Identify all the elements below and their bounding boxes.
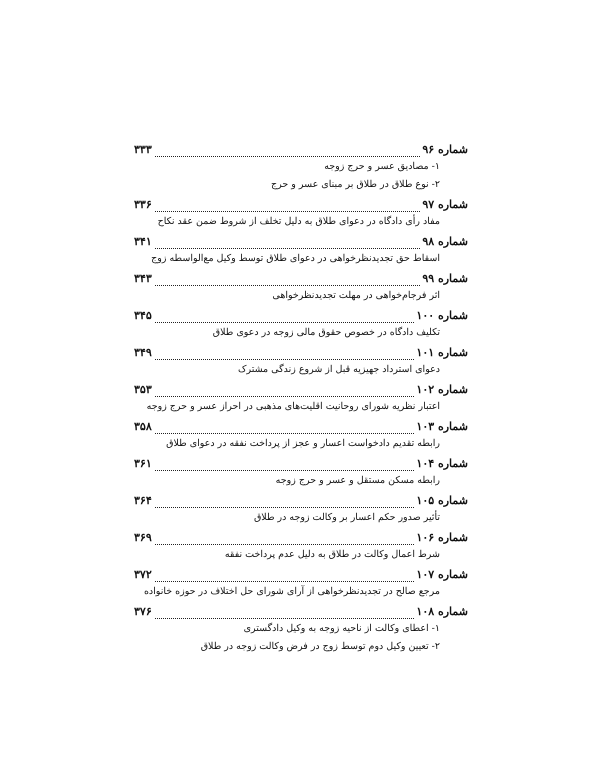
entry-subtopic: ۲- تعیین وکیل دوم توسط زوج در فرض وکالت زوجه در طلاق bbox=[200, 640, 440, 652]
toc-entry bbox=[134, 230, 468, 267]
toc-entry-heading bbox=[134, 267, 468, 286]
page-number: ۳۳۳ bbox=[134, 143, 152, 156]
entry-title: شماره ۱۰۰ bbox=[416, 309, 468, 322]
page-number: ۳۷۲ bbox=[134, 568, 152, 581]
entry-subtopic: اثر فرجام‌خواهی در مهلت تجدیدنظرخواهی bbox=[272, 289, 440, 301]
entry-subtopic: تأثیر صدور حکم اعسار بر وکالت زوجه در طلاق bbox=[253, 511, 440, 523]
page-number: ۳۳۶ bbox=[134, 198, 152, 211]
entry-subtopic: ۱- مصادیق عسر و حرج زوجه bbox=[324, 160, 440, 172]
entry-title: شماره ۱۰۳ bbox=[416, 420, 468, 433]
toc-entry-heading bbox=[134, 341, 468, 360]
toc-entry bbox=[134, 341, 468, 378]
toc-entry bbox=[134, 600, 468, 655]
entry-title: شماره ۱۰۵ bbox=[416, 494, 468, 507]
entry-subtopic: شرط اعمال وکالت در طلاق به دلیل عدم پرداخت نفقه bbox=[224, 548, 440, 560]
entry-title: شماره ۹۹ bbox=[422, 272, 468, 285]
toc-entry-heading bbox=[134, 526, 468, 545]
entry-title: شماره ۹۶ bbox=[422, 143, 468, 156]
page-number: ۳۴۱ bbox=[134, 235, 152, 248]
page-number: ۳۵۸ bbox=[134, 420, 152, 433]
toc-entry-heading bbox=[134, 415, 468, 434]
entry-title: شماره ۹۸ bbox=[422, 235, 468, 248]
entry-title: شماره ۱۰۴ bbox=[416, 457, 468, 470]
entry-title: شماره ۱۰۱ bbox=[416, 346, 468, 359]
toc-entry bbox=[134, 563, 468, 600]
entry-title: شماره ۹۷ bbox=[422, 198, 468, 211]
entry-title: شماره ۱۰۶ bbox=[416, 531, 468, 544]
entry-subtopic: مفاد رأی دادگاه در دعوای طلاق به دلیل تخلف از شروط ضمن عقد نکاح bbox=[157, 215, 440, 227]
toc-entry bbox=[134, 138, 468, 193]
toc-entry-heading bbox=[134, 138, 468, 157]
toc-entry bbox=[134, 489, 468, 526]
toc-entry bbox=[134, 452, 468, 489]
entry-subtopic: ۱- اعطای وکالت از ناحیه زوجه به وکیل دادگستری bbox=[243, 622, 440, 634]
entry-subtopic: رابطه مسکن مستقل و عسر و حرج زوجه bbox=[275, 474, 440, 486]
entry-subtopic: رابطه تقدیم دادخواست اعسار و عجز از پرداخت نفقه در دعوای طلاق bbox=[166, 437, 440, 449]
entry-subtopic: مرجع صالح در تجدیدنظرخواهی از آرای شورای حل اختلاف در حوزه خانواده bbox=[143, 585, 440, 597]
page-number: ۳۶۱ bbox=[134, 457, 152, 470]
page-number: ۳۶۴ bbox=[134, 494, 152, 507]
page-number: ۳۴۵ bbox=[134, 309, 152, 322]
toc-entry bbox=[134, 267, 468, 304]
entry-subtopic: تکلیف دادگاه در خصوص حقوق مالی زوجه در دعوی طلاق bbox=[212, 326, 440, 338]
toc-entry bbox=[134, 526, 468, 563]
entry-subtopic: اسقاط حق تجدیدنظرخواهی در دعوای طلاق توسط وکیل مع‌الواسطه زوج bbox=[151, 252, 440, 264]
page-number: ۳۵۳ bbox=[134, 383, 152, 396]
toc-entry bbox=[134, 415, 468, 452]
toc-entry-heading bbox=[134, 304, 468, 323]
entry-subtopic: دعوای استرداد جهیزیه قبل از شروع زندگی مشترک bbox=[237, 363, 440, 375]
toc-entry-heading bbox=[134, 600, 468, 619]
entry-title: شماره ۱۰۲ bbox=[416, 383, 468, 396]
page-number: ۳۷۶ bbox=[134, 605, 152, 618]
toc-entry-heading bbox=[134, 193, 468, 212]
toc-entry-heading bbox=[134, 489, 468, 508]
toc-entry bbox=[134, 304, 468, 341]
toc-entry-heading bbox=[134, 452, 468, 471]
entry-subtopic: اعتبار نظریه شورای روحانیت اقلیت‌های مذهبی در احراز عسر و حرج زوجه bbox=[146, 400, 440, 412]
entry-subtopic: ۲- نوع طلاق در طلاق بر مبنای عسر و حرج bbox=[271, 178, 440, 190]
toc-entry-heading bbox=[134, 230, 468, 249]
entry-title: شماره ۱۰۷ bbox=[416, 568, 468, 581]
toc-entry-heading bbox=[134, 378, 468, 397]
page-number: ۳۴۹ bbox=[134, 346, 152, 359]
page-number: ۳۶۹ bbox=[134, 531, 152, 544]
toc-entry bbox=[134, 378, 468, 415]
toc-entry bbox=[134, 193, 468, 230]
page-number: ۳۴۳ bbox=[134, 272, 152, 285]
entry-title: شماره ۱۰۸ bbox=[416, 605, 468, 618]
table-of-contents bbox=[134, 138, 468, 655]
toc-entry-heading bbox=[134, 563, 468, 582]
